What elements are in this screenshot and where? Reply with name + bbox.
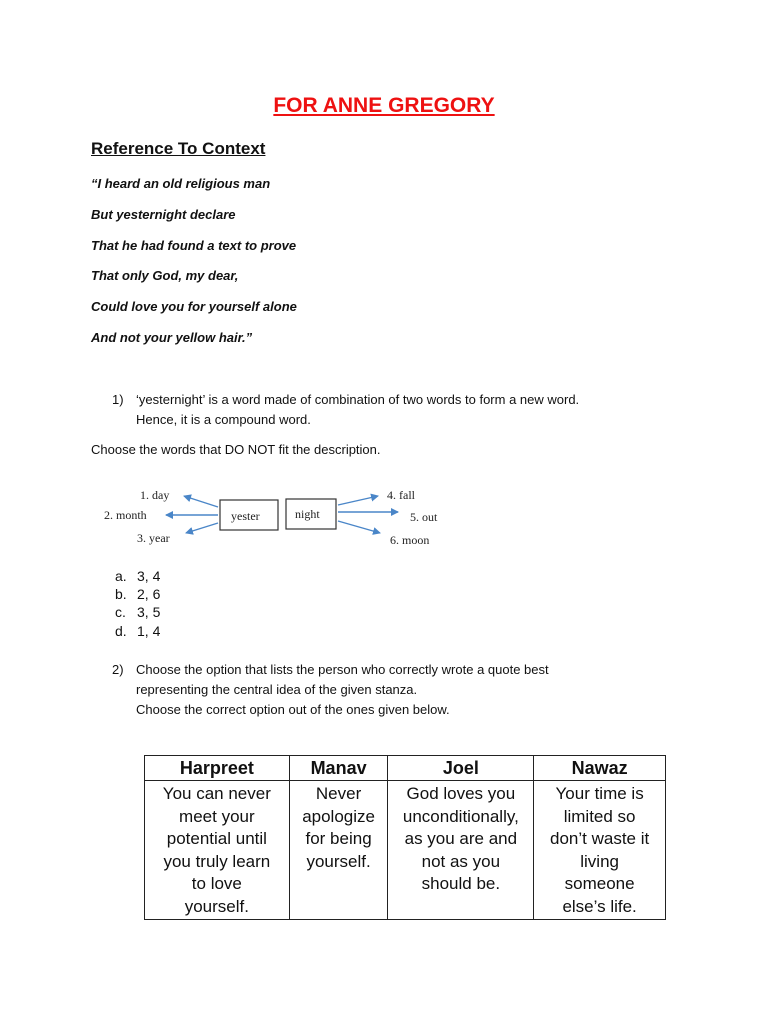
- quote-line: unconditionally,: [402, 806, 519, 826]
- option-text: 3, 4: [137, 568, 161, 584]
- table-header-row: [145, 756, 666, 781]
- quote-line: apologize: [302, 806, 375, 826]
- question-instruction: Choose the words that DO NOT fit the description.: [91, 442, 381, 457]
- option-text: 3, 5: [137, 604, 161, 621]
- option-text: 2, 6: [137, 586, 161, 603]
- quotes-table: [144, 755, 666, 920]
- quote-line: someone: [564, 874, 635, 894]
- table-row: [145, 781, 666, 920]
- question-number: 2): [112, 662, 124, 677]
- quote-line: limited so: [563, 806, 636, 826]
- header-manav: Manav: [289, 756, 388, 781]
- quote-line: don’t waste it: [550, 829, 650, 849]
- word-year: 3. year: [137, 531, 170, 545]
- header-nawaz: Nawaz: [534, 756, 666, 781]
- poem-line: But yesternight declare: [91, 206, 236, 222]
- quote-line: yourself.: [306, 851, 371, 871]
- poem-stanza: [91, 176, 297, 361]
- option-letter: c.: [115, 604, 126, 621]
- quote-line: potential until: [166, 829, 267, 849]
- arrow-to-year: [186, 523, 218, 533]
- option-a[interactable]: [115, 567, 160, 585]
- quote-line: as you are and: [404, 829, 518, 849]
- poem-line: That only God, my dear,: [91, 268, 239, 284]
- question-line: Choose the correct option out of the ones given below.: [136, 702, 450, 717]
- poem-line: That he had found a text to prove: [91, 237, 297, 253]
- question-text: [136, 660, 676, 720]
- quote-line: God loves you: [406, 784, 516, 803]
- compound-word-diagram: [98, 483, 448, 553]
- quote-line: yourself.: [184, 896, 249, 916]
- quote-line: living: [580, 851, 619, 871]
- arrow-to-day: [184, 496, 218, 507]
- quote-joel: [388, 781, 534, 920]
- quote-line: to love: [191, 874, 242, 894]
- quote-line: You can never: [162, 784, 271, 803]
- question-line: ‘yesternight’ is a word made of combination of two words to form a new word.: [136, 392, 580, 407]
- quote-nawaz: [534, 781, 666, 920]
- word-moon: 6. moon: [390, 533, 430, 547]
- header-harpreet: Harpreet: [145, 756, 290, 781]
- option-d[interactable]: [115, 622, 160, 640]
- question-text: [136, 390, 676, 430]
- option-b[interactable]: [115, 585, 160, 603]
- document-title: FOR ANNE GREGORY: [273, 94, 495, 117]
- quote-manav: [289, 781, 388, 920]
- quote-harpreet: [145, 781, 290, 920]
- quote-line: Never: [315, 784, 362, 803]
- quote-line: for being: [305, 829, 372, 849]
- question-line: Hence, it is a compound word.: [136, 412, 311, 427]
- word-month: 2. month: [104, 508, 147, 522]
- section-heading: Reference To Context: [91, 139, 266, 158]
- question-line: Choose the option that lists the person who correctly wrote a quote best: [136, 662, 549, 677]
- arrow-to-moon: [338, 521, 380, 533]
- option-text: 1, 4: [137, 622, 161, 639]
- quote-line: not as you: [421, 851, 501, 871]
- night-label: night: [295, 507, 320, 521]
- word-out: 5. out: [410, 510, 438, 524]
- question-number: 1): [112, 392, 124, 407]
- answer-options: [115, 567, 160, 640]
- question-line: representing the central idea of the given stanza.: [136, 682, 418, 697]
- word-fall: 4. fall: [387, 488, 415, 502]
- arrow-to-fall: [338, 496, 378, 505]
- option-c[interactable]: [115, 603, 160, 621]
- yester-label: yester: [231, 509, 260, 523]
- poem-line: And not your yellow hair.”: [91, 329, 253, 345]
- option-letter: d.: [115, 622, 127, 639]
- option-letter: b.: [115, 586, 127, 603]
- option-letter: a.: [115, 568, 127, 584]
- quote-line: you truly learn: [163, 851, 271, 871]
- quote-line: else’s life.: [562, 896, 637, 916]
- poem-line: “I heard an old religious man: [91, 176, 271, 191]
- poem-line: Could love you for yourself alone: [91, 299, 297, 315]
- quote-line: meet your: [179, 806, 255, 826]
- quote-line: should be.: [421, 874, 501, 894]
- header-joel: Joel: [388, 756, 534, 781]
- word-day: 1. day: [140, 488, 170, 502]
- quote-line: Your time is: [555, 784, 644, 803]
